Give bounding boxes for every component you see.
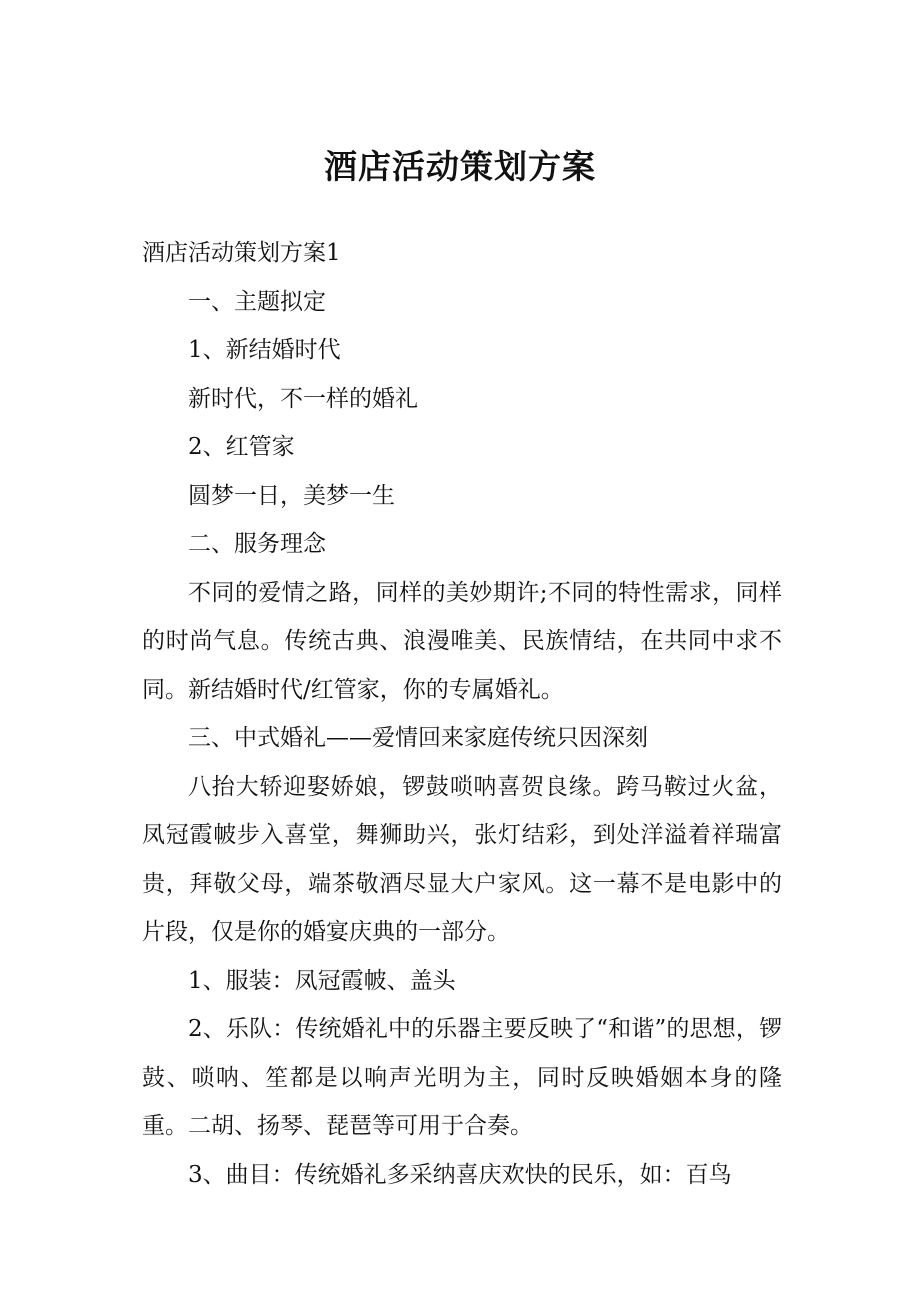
paragraph: 3、曲目：传统婚礼多采纳喜庆欢快的民乐，如：百鸟 [188, 1161, 732, 1188]
paragraph: 2、红管家 [188, 434, 295, 460]
paragraph: 八抬大轿迎娶娇娘，锣鼓唢呐喜贺良缘。跨马鞍过火盆，凤冠霞帔步入喜堂，舞狮助兴，张灯结彩，到处洋溢着祥瑞富贵，拜敬父母，端茶敬酒尽显大户家风。这一幕不是电影中的片段，仅是你的婚宴庆典的一部分。 [142, 773, 782, 945]
paragraph: 新时代，不一样的婚礼 [188, 385, 418, 412]
paragraph: 不同的爱情之路，同样的美妙期许;不同的特性需求，同样的时尚气息。传统古典、浪漫唯美、民族情结，在共同中求不同。新结婚时代/红管家，你的专属婚礼。 [142, 579, 782, 703]
paragraph: 酒店活动策划方案1 [142, 240, 341, 266]
paragraph: 三、中式婚礼——爱情回来家庭传统只因深刻 [188, 725, 648, 751]
paragraph: 1、新结婚时代 [188, 337, 341, 363]
paragraph: 2、乐队：传统婚礼中的乐器主要反映了“和谐”的思想，锣鼓、唢呐、笙都是以响声光明为主，同时反映婚姻本身的隆重。二胡、扬琴、琵琶等可用于合奏。 [142, 1016, 782, 1139]
paragraph: 1、服装：凤冠霞帔、盖头 [188, 967, 456, 994]
paragraph: 一、主题拟定 [188, 288, 326, 315]
paragraph: 圆梦一日，美梦一生 [188, 482, 395, 509]
paragraph: 二、服务理念 [188, 531, 326, 557]
document-title: 酒店活动策划方案 [324, 147, 596, 186]
document-body [142, 229, 782, 1199]
